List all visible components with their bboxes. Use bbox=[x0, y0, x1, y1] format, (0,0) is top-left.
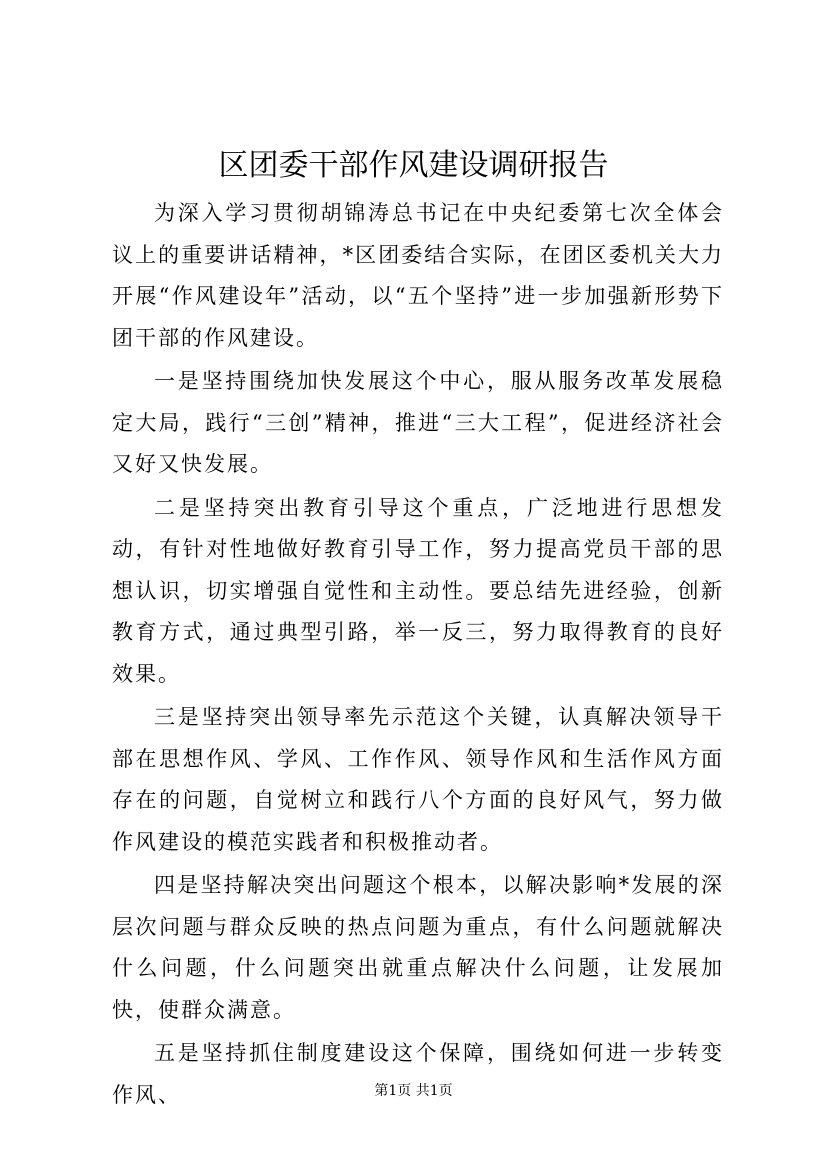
paragraph-point-2: 二是坚持突出教育引导这个重点，广泛地进行思想发动，有针对性地做好教育引导工作，努力提高党员干部的思想认识，切实增强自觉性和主动性。要总结先进经验，创新教育方式，通过典型引路，举一反三，努力取得教育的良好效果。 bbox=[112, 495, 724, 686]
paragraph-point-1: 一是坚持围绕加快发展这个中心，服从服务改革发展稳定大局，践行“三创”精神，推进“三大工程”，促进经济社会又好又快发展。 bbox=[112, 369, 724, 476]
paragraph-point-5: 五是坚持抓住制度建设这个保障，围绕如何进一步转变作风、 bbox=[112, 1041, 724, 1107]
document-title: 区团委干部作风建设调研报告 bbox=[218, 148, 609, 183]
document-body bbox=[112, 193, 724, 1118]
page-number-footer: 第1页 共1页 bbox=[374, 1083, 453, 1099]
paragraph-point-3: 三是坚持突出领导率先示范这个关键，认真解决领导干部在思想作风、学风、工作作风、领导作风和生活作风方面存在的问题，自觉树立和践行八个方面的良好风气，努力做作风建设的模范实践者和积极推动者。 bbox=[112, 705, 724, 854]
paragraph-intro: 为深入学习贯彻胡锦涛总书记在中央纪委第七次全体会议上的重要讲话精神，*区团委结合实际，在团区委机关大力开展“作风建设年”活动，以“五个坚持”进一步加强新形势下团干部的作风建设。 bbox=[112, 201, 724, 350]
paragraph-point-4: 四是坚持解决突出问题这个根本，以解决影响*发展的深层次问题与群众反映的热点问题为重点，有什么问题就解决什么问题，什么问题突出就重点解决什么问题，让发展加快，使群众满意。 bbox=[112, 873, 724, 1022]
